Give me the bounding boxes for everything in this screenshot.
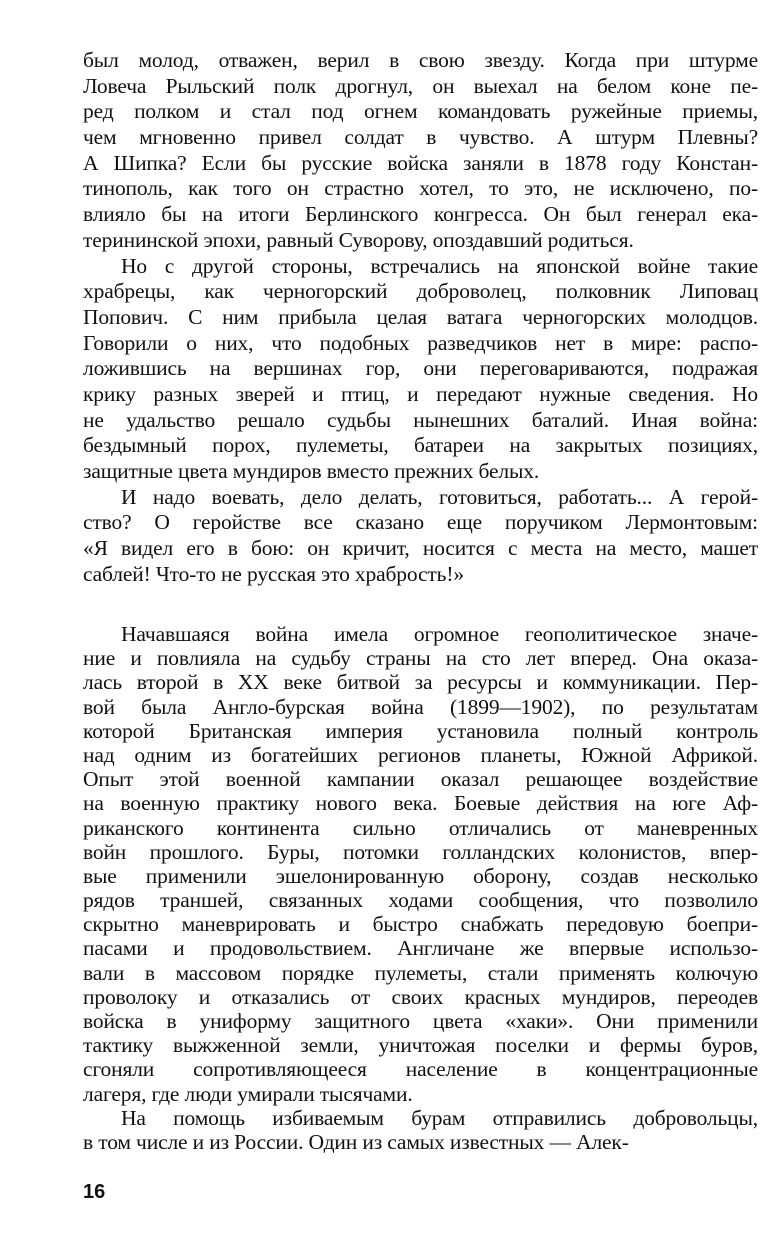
- text-line: тинополь, как того он страстно хотел, то это, не исключено, по-: [83, 176, 758, 201]
- text-line: войска в униформу защитного цвета «хаки». Они применили: [83, 1009, 758, 1033]
- text-line: тактику выжженной земли, уничтожая поселки и фермы буров,: [83, 1033, 758, 1058]
- text-line: риканского континента сильно отличались от маневренных: [83, 815, 758, 840]
- text-line: над одним из богатейших регионов планеты, Южной Африкой.: [83, 742, 758, 767]
- text-line: На помощь избиваемым бурам отправились добровольцы,: [121, 1105, 758, 1130]
- text-line: терининской эпохи, равный Суворову, опоздавший родиться.: [83, 227, 634, 252]
- text-line: ство? О геройстве все сказано еще поручиком Лермонтовым:: [83, 510, 758, 535]
- text-line: скрытно маневрировать и быстро снабжать передовую боепри-: [83, 912, 758, 937]
- paragraph: [83, 48, 758, 254]
- section-1: [83, 48, 758, 587]
- text-line: Говорили о них, что подобных разведчиков нет в мире: распо-: [83, 330, 758, 355]
- paragraph: [83, 622, 758, 1106]
- paragraph: [83, 254, 758, 485]
- text-line: сгоняли сопротивляющееся население в концентрационные: [83, 1057, 758, 1082]
- text-line: лась второй в XX веке битвой за ресурсы и коммуникации. Пер-: [83, 670, 758, 695]
- text-line: крику разных зверей и птиц, и передают нужные сведения. Но: [83, 381, 758, 406]
- text-line: ние и повлияла на судьбу страны на сто лет вперед. Она оказа-: [83, 646, 758, 671]
- text-line: был молод, отважен, верил в свою звезду. Когда при штурме: [83, 48, 758, 72]
- text-line: «Я видел его в бою: он кричит, носится с места на место, машет: [83, 536, 758, 561]
- text-line: И надо воевать, дело делать, готовиться, работать... А герой-: [121, 484, 758, 509]
- text-line: чем мгновенно привел солдат в чувство. А штурм Плевны?: [83, 125, 758, 150]
- text-line: вой была Англо-бурская война (1899—1902), по результатам: [83, 694, 758, 719]
- text-line: защитные цвета мундиров вместо прежних белых.: [83, 459, 540, 483]
- text-line: войн прошлого. Буры, потомки голландских колонистов, впер-: [83, 839, 758, 864]
- text-line: Ловеча Рыльский полк дрогнул, он выехал на белом коне пе-: [83, 73, 758, 98]
- text-line: Попович. С ним прибыла целая ватага черногорских молодцов.: [83, 304, 758, 329]
- text-line: влияло бы на итоги Берлинского конгресса. Он был генерал ека-: [83, 202, 758, 227]
- text-line: бездымный порох, пулеметы, батареи на закрытых позициях,: [83, 433, 758, 458]
- text-line: А Шипка? Если бы русские войска заняли в 1878 году Констан-: [83, 150, 758, 175]
- text-line: Опыт этой военной кампании оказал решающее воздействие: [83, 767, 758, 792]
- text-line: ред полком и стал под огнем командовать ружейные приемы,: [83, 99, 758, 124]
- book-page: [83, 48, 758, 1154]
- paragraph: [83, 485, 758, 588]
- text-line: которой Британская империя установила полный контроль: [83, 718, 758, 743]
- text-line: на военную практику нового века. Боевые действия на юге Аф-: [83, 791, 758, 816]
- text-line: Начавшаяся война имела огромное геополитическое значе-: [121, 622, 758, 646]
- paragraph: [83, 1106, 758, 1154]
- text-line: саблей! Что-то не русская это храбрость!»: [83, 561, 464, 586]
- text-line: не удальство решало судьбы нынешних баталий. Иная война:: [83, 407, 758, 432]
- text-line: вые применили эшелонированную оборону, создав несколько: [83, 863, 758, 888]
- text-line: рядов траншей, связанных ходами сообщения, что позволило: [83, 888, 758, 913]
- text-line: ложившись на вершинах гор, они переговариваются, подражая: [83, 356, 758, 381]
- text-line: Но с другой стороны, встречались на японской войне такие: [121, 253, 758, 278]
- text-line: пасами и продовольствием. Англичане же впервые использо-: [83, 936, 758, 961]
- page-number: 16: [83, 1181, 106, 1203]
- text-line: проволоку и отказались от своих красных мундиров, переодев: [83, 984, 758, 1009]
- text-line: лагеря, где люди умирали тысячами.: [83, 1081, 413, 1106]
- section-2: [83, 622, 758, 1154]
- text-line: вали в массовом порядке пулеметы, стали применять колючую: [83, 960, 758, 985]
- text-line: храбрецы, как черногорский доброволец, полковник Липовац: [83, 279, 758, 304]
- text-line: в том числе и из России. Один из самых известных — Алек-: [83, 1129, 629, 1154]
